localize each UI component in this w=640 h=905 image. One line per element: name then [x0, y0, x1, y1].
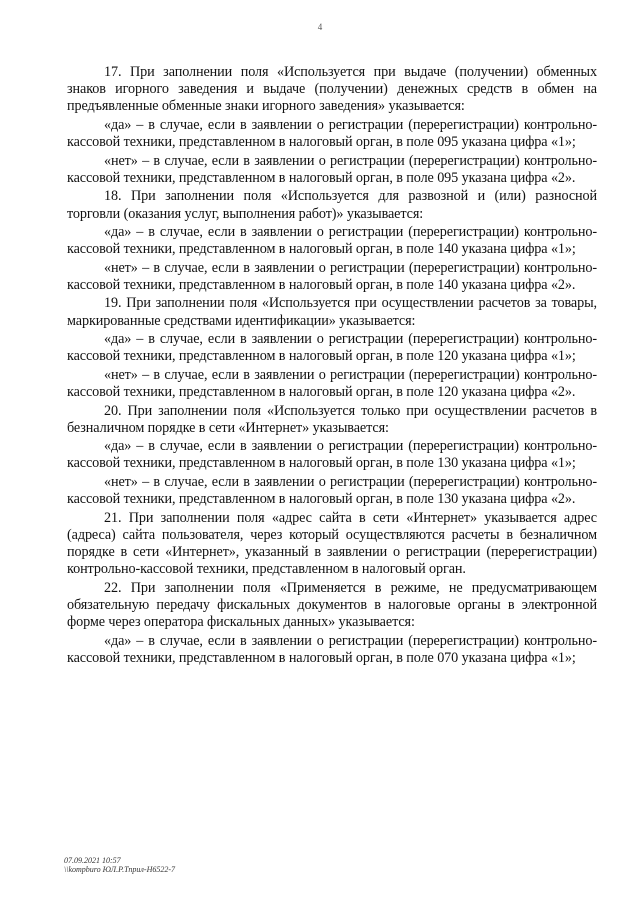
paragraph-19-yes: «да» – в случае, если в заявлении о регистрации (перерегистрации) контрольно-кассовой техники, представленном в налоговый орган, в поле 120 указана цифра «1»;: [67, 331, 597, 365]
paragraph-20: 20. При заполнении поля «Используется только при осуществлении расчетов в безналичном порядке в сети «Интернет» указывается:: [67, 402, 597, 436]
paragraph-22: 22. При заполнении поля «Применяется в режиме, не предусматривающем обязательную передачу фискальных документов в налоговые органы в электронной форме через оператора фискальных данных» указывается:: [67, 579, 597, 631]
paragraph-20-yes: «да» – в случае, если в заявлении о регистрации (перерегистрации) контрольно-кассовой техники, представленном в налоговый орган, в поле 130 указана цифра «1»;: [67, 438, 597, 472]
paragraph-17-yes: «да» – в случае, если в заявлении о регистрации (перерегистрации) контрольно-кассовой техники, представленном в налоговый орган, в поле 095 указана цифра «1»;: [67, 116, 597, 151]
paragraph-22-yes: «да» – в случае, если в заявлении о регистрации (перерегистрации) контрольно-кассовой техники, представленном в налоговый орган, в поле 070 указана цифра «1»;: [67, 632, 597, 666]
paragraph-21: 21. При заполнении поля «адрес сайта в сети «Интернет» указывается адрес (адреса) сайта пользователя, через который осуществляются расчеты в безналичном порядке в сети «Интернет», указанный в заявлении о регистрации (перерегистрации) контрольно-кассовой техники, представленном в налоговый орган.: [67, 509, 597, 578]
paragraph-19-no: «нет» – в случае, если в заявлении о регистрации (перерегистрации) контрольно-кассовой техники, представленном в налоговый орган, в поле 120 указана цифра «2».: [67, 366, 597, 401]
document-body: [67, 64, 597, 667]
paragraph-18-no: «нет» – в случае, если в заявлении о регистрации (перерегистрации) контрольно-кассовой техники, представленном в налоговый орган, в поле 140 указана цифра «2».: [67, 259, 597, 293]
paragraph-17: 17. При заполнении поля «Используется при выдаче (получении) обменных знаков игорного заведения и выдаче (получении) денежных средств в обмен на предъявленные обменные знаки игорного заведения» указывается:: [67, 64, 597, 115]
print-footer: [64, 856, 175, 874]
page-number: 4: [317, 22, 323, 32]
paragraph-18: 18. При заполнении поля «Используется для развозной и (или) разносной торговли (оказания услуг, выполнения работ)» указывается:: [67, 188, 597, 222]
paragraph-17-no: «нет» – в случае, если в заявлении о регистрации (перерегистрации) контрольно-кассовой техники, представленном в налоговый орган, в поле 095 указана цифра «2».: [67, 152, 597, 186]
document-path: \\kompburo ЮЛ.Р.Тприл-Н6522-7: [64, 865, 176, 874]
paragraph-19: 19. При заполнении поля «Используется при осуществлении расчетов за товары, маркированные средствами идентификации» указывается:: [67, 295, 597, 329]
paragraph-18-yes: «да» – в случае, если в заявлении о регистрации (перерегистрации) контрольно-кассовой техники, представленном в налоговый орган, в поле 140 указана цифра «1»;: [67, 224, 597, 258]
print-timestamp: 07.09.2021 10:57: [64, 856, 121, 865]
paragraph-20-no: «нет» – в случае, если в заявлении о регистрации (перерегистрации) контрольно-кассовой техники, представленном в налоговый орган, в поле 130 указана цифра «2».: [67, 473, 597, 508]
